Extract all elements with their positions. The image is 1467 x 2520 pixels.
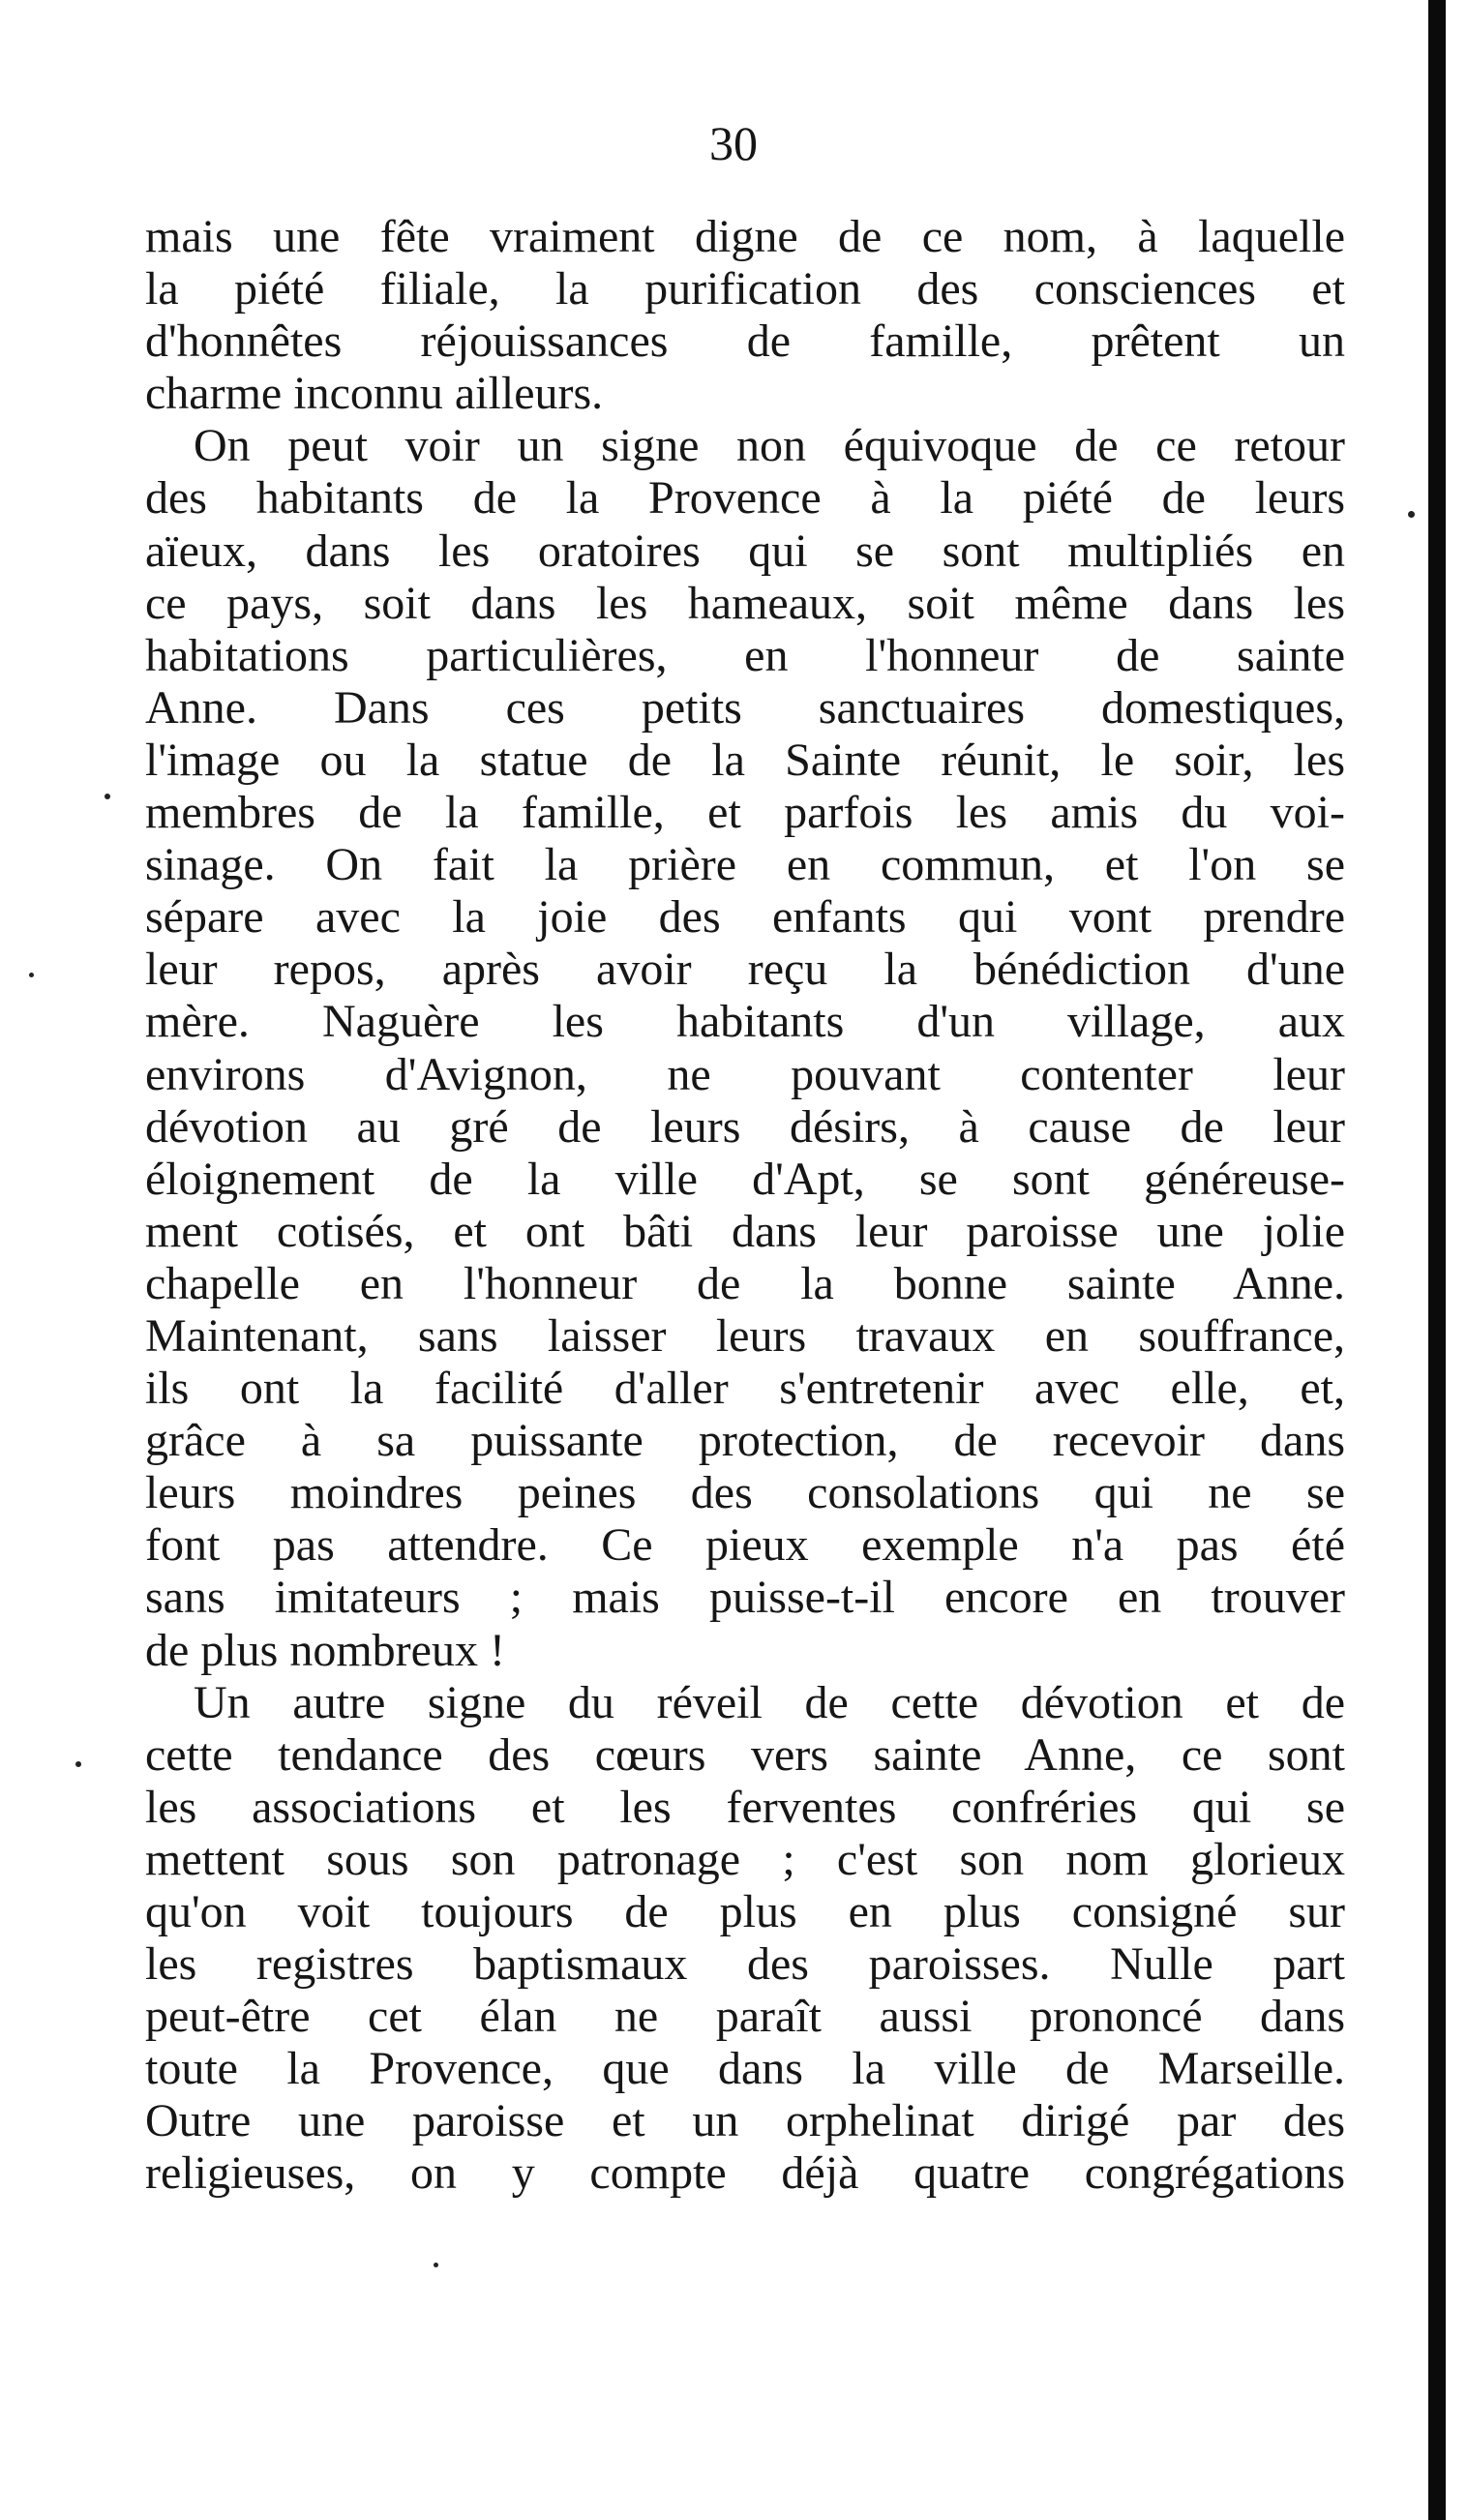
- text-line: Anne. Dans ces petits sanctuaires domestiques,: [145, 681, 1345, 734]
- text-line: leurs moindres peines des consolations qui ne se: [145, 1467, 1345, 1519]
- ink-speck: [75, 1761, 81, 1767]
- text-line: On peut voir un signe non équivoque de ce retour: [194, 420, 1345, 472]
- text-line: qu'on voit toujours de plus en plus consigné sur: [145, 1886, 1345, 1937]
- text-line: dévotion au gré de leurs désirs, à cause de leur: [145, 1100, 1345, 1153]
- text-line: leur repos, après avoir reçu la bénédiction d'une: [145, 944, 1345, 996]
- text-line: grâce à sa puissante protection, de recevoir dans: [145, 1415, 1345, 1467]
- page-number: 30: [709, 116, 758, 170]
- ink-speck: [434, 2263, 438, 2267]
- text-line: religieuses, on y compte déjà quatre congrégations: [145, 2147, 1345, 2200]
- text-line: Outre une paroisse et un orphelinat dirigé par des: [145, 2095, 1345, 2147]
- page-edge-shadow: [1428, 0, 1446, 2520]
- text-line: chapelle en l'honneur de la bonne sainte Anne.: [145, 1257, 1345, 1309]
- text-line: la piété filiale, la purification des consciences et: [145, 263, 1345, 315]
- text-line: ils ont la facilité d'aller s'entretenir avec elle, et,: [145, 1363, 1345, 1415]
- text-line: sinage. On fait la prière en commun, et l'on se: [145, 839, 1345, 891]
- ink-speck: [29, 973, 34, 977]
- text-line: Maintenant, sans laisser leurs travaux en souffrance,: [145, 1309, 1345, 1362]
- text-line: membres de la famille, et parfois les amis du voi-: [145, 787, 1345, 839]
- text-line: de plus nombreux !: [145, 1624, 505, 1676]
- text-line: habitations particulières, en l'honneur de sainte: [145, 629, 1345, 681]
- text-line: environs d'Avignon, ne pouvant contenter leur: [145, 1048, 1345, 1100]
- text-line: sans imitateurs ; mais puisse-t-il encore en trouver: [145, 1572, 1345, 1624]
- text-line: ment cotisés, et ont bâti dans leur paroisse une jolie: [145, 1205, 1345, 1257]
- text-line: peut-être cet élan ne paraît aussi prononcé dans: [145, 1991, 1345, 2043]
- ink-speck: [1408, 511, 1415, 518]
- text-line: l'image ou la statue de la Sainte réunit, le soir, les: [145, 734, 1345, 786]
- body-text: [145, 211, 1345, 2201]
- text-line: les associations et les ferventes confréries qui se: [145, 1781, 1345, 1833]
- text-line: mettent sous son patronage ; c'est son nom glorieux: [145, 1833, 1345, 1885]
- text-line: font pas attendre. Ce pieux exemple n'a pas été: [145, 1519, 1345, 1572]
- ink-speck: [105, 794, 110, 799]
- text-line: d'honnêtes réjouissances de famille, prêtent un: [145, 315, 1345, 368]
- text-line: cette tendance des cœurs vers sainte Anne, ce sont: [145, 1728, 1345, 1781]
- text-line: mère. Naguère les habitants d'un village, aux: [145, 996, 1345, 1048]
- text-line: les registres baptismaux des paroisses. Nulle part: [145, 1938, 1345, 1991]
- text-line: des habitants de la Provence à la piété de leurs: [145, 472, 1345, 525]
- text-line: toute la Provence, que dans la ville de Marseille.: [145, 2043, 1345, 2095]
- text-line: mais une fête vraiment digne de ce nom, à laquelle: [145, 211, 1345, 262]
- text-line: ce pays, soit dans les hameaux, soit même dans les: [145, 577, 1345, 629]
- text-line: charme inconnu ailleurs.: [145, 368, 604, 420]
- text-line: sépare avec la joie des enfants qui vont prendre: [145, 891, 1345, 944]
- text-line: éloignement de la ville d'Apt, se sont généreuse-: [145, 1153, 1345, 1205]
- text-line: aïeux, dans les oratoires qui se sont multipliés en: [145, 525, 1345, 577]
- text-line: Un autre signe du réveil de cette dévotion et de: [194, 1676, 1345, 1728]
